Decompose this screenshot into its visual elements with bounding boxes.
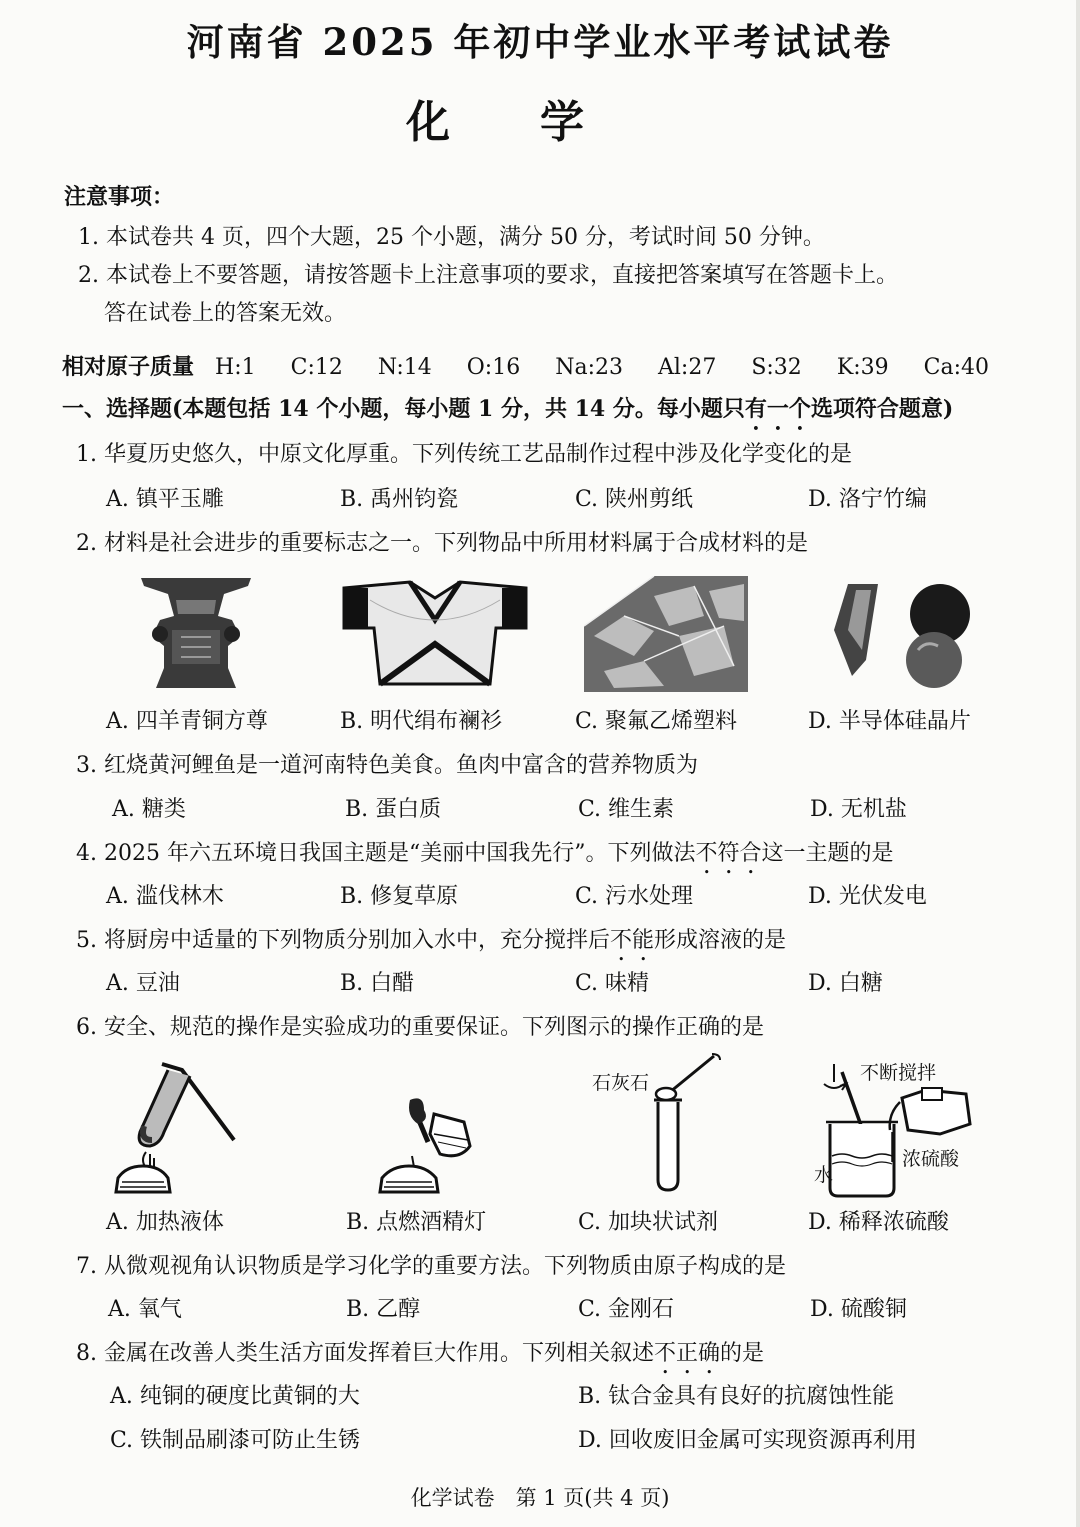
q2-option-b: B. 明代绢布襕衫 [340,709,503,734]
q7-option-d: D. 硫酸铜 [810,1297,907,1322]
question-8-stem [76,1336,764,1379]
question-3-stem: 3. 红烧黄河鲤鱼是一道河南特色美食。鱼肉中富含的营养物质为 [76,753,698,778]
question-4-stem [76,836,894,879]
q8-stem-emphasis: 不正确 [654,1341,721,1366]
question-1-stem: 1. 华夏历史悠久，中原文化厚重。下列传统工艺品制作过程中涉及化学变化的是 [76,442,852,467]
q2-option-d: D. 半导体硅晶片 [808,709,971,734]
q6-option-d: D. 稀释浓硫酸 [808,1210,949,1235]
q3-option-a: A. 糖类 [112,797,186,822]
q4-stem-emphasis: 不符合 [695,841,762,866]
q6-option-c: C. 加块状试剂 [578,1210,719,1235]
q3-option-d: D. 无机盐 [810,797,907,822]
q4-option-c: C. 污水处理 [575,884,694,909]
q6-option-a: A. 加热液体 [106,1210,224,1235]
q7-option-a: A. 氧气 [108,1297,182,1322]
water-label: 水 [814,1164,834,1186]
plastic-film-image [584,576,748,692]
section-1-text-end: 选项符合题意) [810,396,954,422]
q4-option-b: B. 修复草原 [340,884,459,909]
q2-option-a: A. 四羊青铜方尊 [106,709,268,734]
atomic-mass-value: K:39 [836,355,889,380]
q5-stem-text: 5. 将厨房中适量的下列物质分别加入水中，充分搅拌后 [76,928,610,953]
q8-option-b: B. 钛合金具有良好的抗腐蚀性能 [578,1384,895,1409]
q5-stem-text-end: 形成溶液的是 [654,928,787,953]
atomic-mass-value: S:32 [751,355,802,380]
q8-option-c: C. 铁制品刷漆可防止生锈 [110,1428,361,1453]
q3-option-c: C. 维生素 [578,797,675,822]
notice-item-2: 2. 本试卷上不要答题，请按答题卡上注意事项的要求，直接把答案填写在答题卡上。 [78,263,898,288]
question-7-stem: 7. 从微观视角认识物质是学习化学的重要方法。下列物质由原子构成的是 [76,1254,786,1279]
q1-option-b: B. 禹州钧瓷 [340,487,459,512]
notice-heading: 注意事项： [64,184,175,210]
atomic-mass-value: H:1 [215,355,256,380]
subject-title: 化学 [406,97,674,148]
section-1-text: 一、选择题(本题包括 14 个小题，每小题 1 分，共 14 分。每小题只 [62,396,745,422]
q7-option-c: C. 金刚石 [578,1297,675,1322]
q4-option-a: A. 滥伐林木 [106,884,224,909]
q8-option-d: D. 回收废旧金属可实现资源再利用 [578,1428,917,1453]
q5-option-c: C. 味精 [575,971,650,996]
q7-option-b: B. 乙醇 [346,1297,421,1322]
question-2-stem: 2. 材料是社会进步的重要标志之一。下列物品中所用材料属于合成材料的是 [76,531,808,556]
atomic-mass-value: Al:27 [657,355,717,380]
ming-robe-image [340,580,530,690]
q4-option-d: D. 光伏发电 [808,884,927,909]
q8-option-a: A. 纯铜的硬度比黄铜的大 [110,1384,360,1409]
question-5-stem [76,923,786,966]
notice-item-2-cont: 答在试卷上的答案无效。 [104,301,347,326]
atomic-mass-line [62,350,989,381]
q8-stem-text-end: 的是 [720,1341,765,1366]
page-footer: 化学试卷 第 1 页(共 4 页) [410,1486,670,1510]
silicon-wafer-image [826,580,976,690]
atomic-mass-value: C:12 [290,355,343,380]
atomic-mass-value: O:16 [466,355,521,380]
atomic-mass-value: N:14 [377,355,432,380]
page-edge [1076,0,1080,1527]
conc-acid-label: 浓硫酸 [902,1148,960,1170]
adding-solid-figure [650,1052,730,1192]
limestone-label: 石灰石 [592,1072,650,1094]
question-6-stem: 6. 安全、规范的操作是实验成功的重要保证。下列图示的操作正确的是 [76,1015,764,1040]
notice-item-1: 1. 本试卷共 4 页，四个大题，25 个小题，满分 50 分，考试时间 50 分钟。 [78,225,825,250]
stir-label: 不断搅拌 [860,1062,937,1084]
q4-stem-text: 4. 2025 年六五环境日我国主题是“美丽中国我先行”。下列做法 [76,841,696,866]
q1-option-a: A. 镇平玉雕 [106,487,224,512]
q6-option-b: B. 点燃酒精灯 [346,1210,487,1235]
atomic-mass-value: Ca:40 [923,355,990,380]
q1-option-d: D. 洛宁竹编 [808,487,927,512]
q3-option-b: B. 蛋白质 [345,797,442,822]
q5-option-d: D. 白糖 [808,971,883,996]
q8-stem-text: 8. 金属在改善人类生活方面发挥着巨大作用。下列相关叙述 [76,1341,654,1366]
exam-title: 河南省 2025 年初中学业水平考试试卷 [186,20,894,64]
atomic-mass-label: 相对原子质量 [62,354,195,380]
section-1-emphasis: 有一个 [744,396,811,422]
q1-option-c: C. 陕州剪纸 [575,487,694,512]
q4-stem-text-end: 这一主题的是 [761,841,894,866]
q5-stem-emphasis: 不能 [610,928,655,953]
q2-option-c: C. 聚氟乙烯塑料 [575,709,738,734]
heating-liquid-figure [110,1060,240,1195]
section-1-heading [62,392,953,435]
q5-option-a: A. 豆油 [106,971,180,996]
atomic-mass-value: Na:23 [555,355,623,380]
q5-option-b: B. 白醋 [340,971,415,996]
bronze-zun-image [136,572,256,690]
lighting-lamp-figure [374,1090,484,1195]
